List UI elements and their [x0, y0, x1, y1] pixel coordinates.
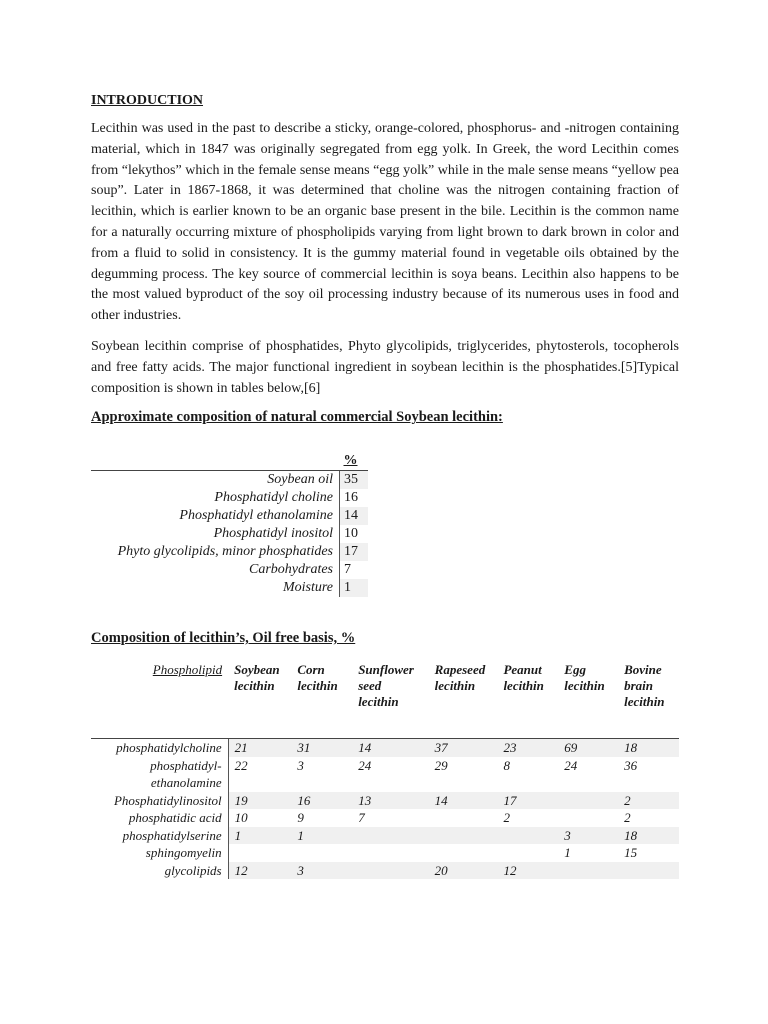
- table2-cell: 2: [503, 810, 510, 825]
- table2-cell: [352, 827, 428, 845]
- table2-row-name: sphingomyelin: [91, 844, 228, 862]
- table1-row-value: 14: [340, 507, 369, 525]
- table2-column-header: Sunflower seed lecithin: [352, 662, 428, 739]
- table2-phospholipid-header: Phospholipid: [91, 662, 228, 739]
- table1-row: [91, 579, 368, 597]
- table2-cell: 3: [297, 757, 304, 773]
- table2-row: [91, 844, 679, 862]
- table2-row: [91, 739, 679, 757]
- table2-column-header: Peanut lecithin: [497, 662, 558, 739]
- table2-cell: 15: [624, 845, 638, 860]
- table1-row-label: Carbohydrates: [249, 562, 333, 577]
- table2-cell: [291, 844, 352, 862]
- table2-row-name: Phosphatidylinositol: [91, 792, 228, 810]
- soybean-composition-table: [91, 452, 368, 597]
- table1-unit-header: %: [340, 452, 369, 471]
- table1-row-label: Phyto glycolipids, minor phosphatides: [117, 544, 333, 559]
- table2-cell: 3: [291, 862, 352, 880]
- table2-cell: 8: [503, 757, 510, 773]
- table2-cell: [352, 862, 428, 880]
- table2-cell: 23: [497, 739, 558, 757]
- table2-cell: 3: [558, 827, 618, 845]
- table1-row-value: 17: [340, 543, 369, 561]
- table2-cell: 24: [564, 757, 578, 773]
- table2-cell: 7: [358, 810, 365, 825]
- table2-row: [91, 792, 679, 810]
- table2-title: Composition of lecithin’s, Oil free basis, %: [91, 630, 356, 646]
- table2-column-header: Soybean lecithin: [228, 662, 291, 739]
- table1-row: [91, 471, 368, 490]
- table1-row: [91, 525, 368, 543]
- table2-cell: [558, 862, 618, 880]
- introduction-heading: INTRODUCTION: [91, 93, 204, 108]
- table2-cell: 12: [497, 862, 558, 880]
- table2-cell: 20: [429, 862, 498, 880]
- table2-cell: 24: [358, 757, 372, 773]
- table2-cell: [497, 844, 558, 862]
- table2-cell: 21: [228, 739, 291, 757]
- table1-header-row: [91, 452, 368, 471]
- table2-column-header: Rapeseed lecithin: [429, 662, 498, 739]
- table2-row: [91, 757, 679, 792]
- table1-row-label: Phosphatidyl inositol: [213, 526, 333, 541]
- table2-cell: [618, 862, 679, 880]
- table2-cell: 18: [618, 827, 679, 845]
- table2-cell: 9: [297, 810, 304, 825]
- table1-row-value: 1: [340, 579, 369, 597]
- intro-paragraph-1: Lecithin was used in the past to describe a sticky, orange-colored, phosphorus- and -nitrogen containing material, which in 1847 was originally segregated from egg yolk. In Greek, the word Lecithin comes from “lekythos” which in the female sense means “egg yolk” while in the male sense means “yellow pea soup”. Later in 1867-1868, it was determined that choline was the nitrogen containing fraction of lecithin, which is earlier known to be an organic base present in the bile. Lecithin is the common name for a naturally occurring mixture of phospholipids varying from light brown to dark brown in color and from a fluid to solid in consistency. It is the gummy material found in vegetable oils obtained by the degumming process. The key source of commercial lecithin is soya beans. Lecithin also happens to be the most valued byproduct of the soy oil processing industry because of its numerous uses in food and other industries.: [91, 121, 679, 324]
- table2-cell: [429, 809, 498, 827]
- table1-row-label: Moisture: [282, 580, 333, 595]
- table2-cell: [497, 827, 558, 845]
- table2-cell: 18: [618, 739, 679, 757]
- intro-paragraph-2: Soybean lecithin comprise of phosphatides, Phyto glycolipids, triglycerides, phytosterols, tocopherols and free fatty acids. The major functional ingredient in soybean lecithin is the phosphatides.[5]Typical composition is shown in tables below,[6]: [91, 338, 679, 396]
- table2-column-header: Corn lecithin: [291, 662, 352, 739]
- table2-cell: 19: [228, 792, 291, 810]
- table2-cell: 1: [228, 827, 291, 845]
- document-page: [91, 93, 679, 878]
- table2-row: [91, 862, 679, 880]
- table2-column-header: Bovine brain lecithin: [618, 662, 679, 739]
- table2-cell: 17: [497, 792, 558, 810]
- table2-cell: 14: [429, 792, 498, 810]
- table2-cell: 29: [434, 757, 448, 773]
- table1-title: Approximate composition of natural commercial Soybean lecithin:: [91, 409, 503, 426]
- table2-cell: 14: [352, 739, 428, 757]
- table1-row-value: 7: [340, 561, 369, 579]
- table2-row-name: glycolipids: [91, 862, 228, 880]
- table2-cell: [429, 827, 498, 845]
- table2-cell: 37: [429, 739, 498, 757]
- table2-cell: 13: [352, 792, 428, 810]
- table2-cell: 22: [234, 757, 248, 773]
- table1-row: [91, 507, 368, 525]
- table1-row-label: Phosphatidyl choline: [214, 490, 333, 505]
- table1-row-label: Phosphatidyl ethanolamine: [179, 508, 333, 523]
- table2-cell: [558, 792, 618, 810]
- table1-row: [91, 561, 368, 579]
- table2-header-row: [91, 662, 679, 739]
- table2-cell: 1: [291, 827, 352, 845]
- table1-row: [91, 489, 368, 507]
- table2-row-name: phosphatidyl-ethanolamine: [91, 757, 228, 792]
- table2-cell: 69: [558, 739, 618, 757]
- table1-row-value: 35: [340, 471, 369, 490]
- table2-row-name: phosphatidic acid: [91, 809, 228, 827]
- table2-cell: [352, 844, 428, 862]
- table2-cell: 16: [291, 792, 352, 810]
- table2-cell: [228, 844, 291, 862]
- lecithin-composition-table: [91, 662, 679, 879]
- table2-cell: [429, 844, 498, 862]
- table2-cell: 36: [624, 757, 638, 773]
- table1-row: [91, 543, 368, 561]
- table2-row-name: phosphatidylcholine: [91, 739, 228, 757]
- table2-cell: [558, 809, 618, 827]
- table2-row: [91, 827, 679, 845]
- table1-row-value: 10: [340, 525, 369, 543]
- table2-column-header: Egg lecithin: [558, 662, 618, 739]
- table2-cell: 2: [618, 792, 679, 810]
- table2-cell: 1: [564, 845, 571, 860]
- table2-cell: 2: [624, 810, 631, 825]
- table2-cell: 31: [291, 739, 352, 757]
- table2-cell: 10: [234, 810, 248, 825]
- table2-row: [91, 809, 679, 827]
- table1-row-value: 16: [340, 489, 369, 507]
- table1-row-label: Soybean oil: [267, 472, 333, 487]
- table2-cell: 12: [228, 862, 291, 880]
- table2-row-name: phosphatidylserine: [91, 827, 228, 845]
